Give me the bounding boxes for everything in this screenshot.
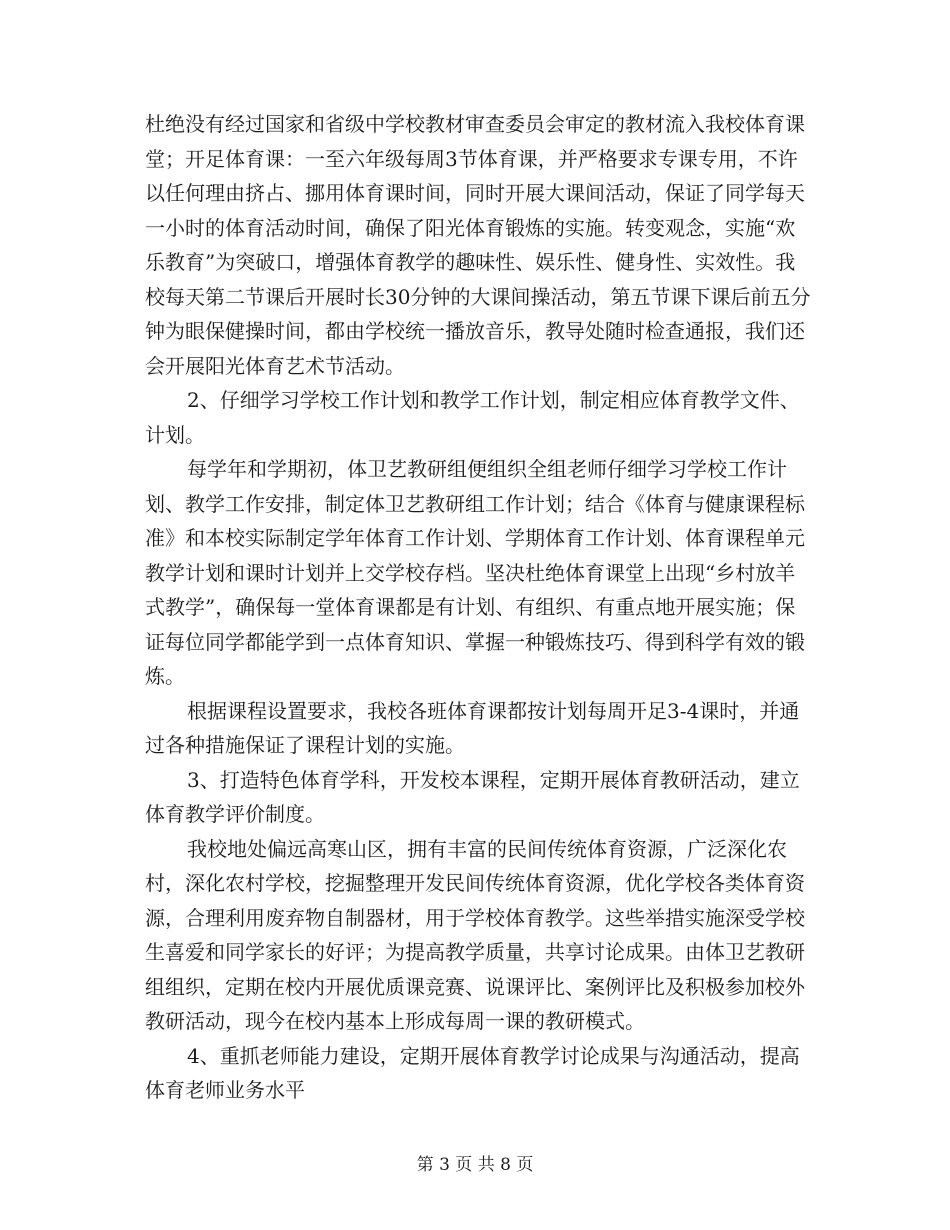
- paragraph-planning: 每学年和学期初，体卫艺教研组便组织全组老师仔细学习学校工作计划、教学工作安排，制定体卫艺教研组工作计划；结合《体育与健康课程标准》和本校实际制定学年体育工作计划、学期体育工作计划、体育课程单元教学计划和课时计划并上交学校存档。坚决杜绝体育课堂上出现“乡村放羊式教学”，确保每一堂体育课都是有计划、有组织、有重点地开展实施；保证每位同学都能学到一点体育知识、掌握一种锻炼技巧、得到科学有效的锻炼。: [145, 457, 805, 688]
- page-number-label: 第 3 页 共 8 页: [416, 1155, 534, 1175]
- paragraph-local-resources: 我校地处偏远高寒山区，拥有丰富的民间传统体育资源，广泛深化农村，深化农村学校，挖掘整理开发民间传统体育资源，优化学校各类体育资源，合理利用废弃物自制器材，用于学校体育教学。这些举措实施深受学校生喜爱和同学家长的好评；为提高教学质量，共享讨论成果。由体卫艺教研组组织，定期在校内开展优质课竞赛、说课评比、案例评比及积极参加校外教研活动，现今在校内基本上形成每周一课的教研模式。: [145, 836, 805, 1033]
- paragraph-section-4-heading: 4、重抓老师能力建设，定期开展体育教学讨论成果与沟通活动，提高体育老师业务水平: [145, 1043, 800, 1102]
- body-text: [145, 107, 815, 1108]
- paragraph-section-3-heading: 3、打造特色体育学科，开发校本课程，定期开展体育教研活动，建立体育教学评价制度。: [145, 767, 800, 826]
- paragraph-continuation: 杜绝没有经过国家和省级中学校教材审查委员会审定的教材流入我校体育课堂；开足体育课：一至六年级每周3节体育课，并严格要求专课专用，不许以任何理由挤占、挪用体育课时间，同时开展大课间活动，保证了同学每天一小时的体育活动时间，确保了阳光体育锻炼的实施。转变观念，实施“欢乐教育”为突破口，增强体育教学的趣味性、娱乐性、健身性、实效性。我校每天第二节课后开展时长30分钟的大课间操活动，第五节课下课后前五分钟为眼保健操时间，都由学校统一播放音乐，教导处随时检查通报，我们还会开展阳光体育艺术节活动。: [145, 112, 811, 378]
- paragraph-section-2-heading: 2、仔细学习学校工作计划和教学工作计划，制定相应体育教学文件、计划。: [145, 388, 800, 447]
- paragraph-class-hours: 根据课程设置要求，我校各班体育课都按计划每周开足3-4课时，并通过各种措施保证了课程计划的实施。: [145, 698, 800, 757]
- page-footer: [0, 1154, 950, 1176]
